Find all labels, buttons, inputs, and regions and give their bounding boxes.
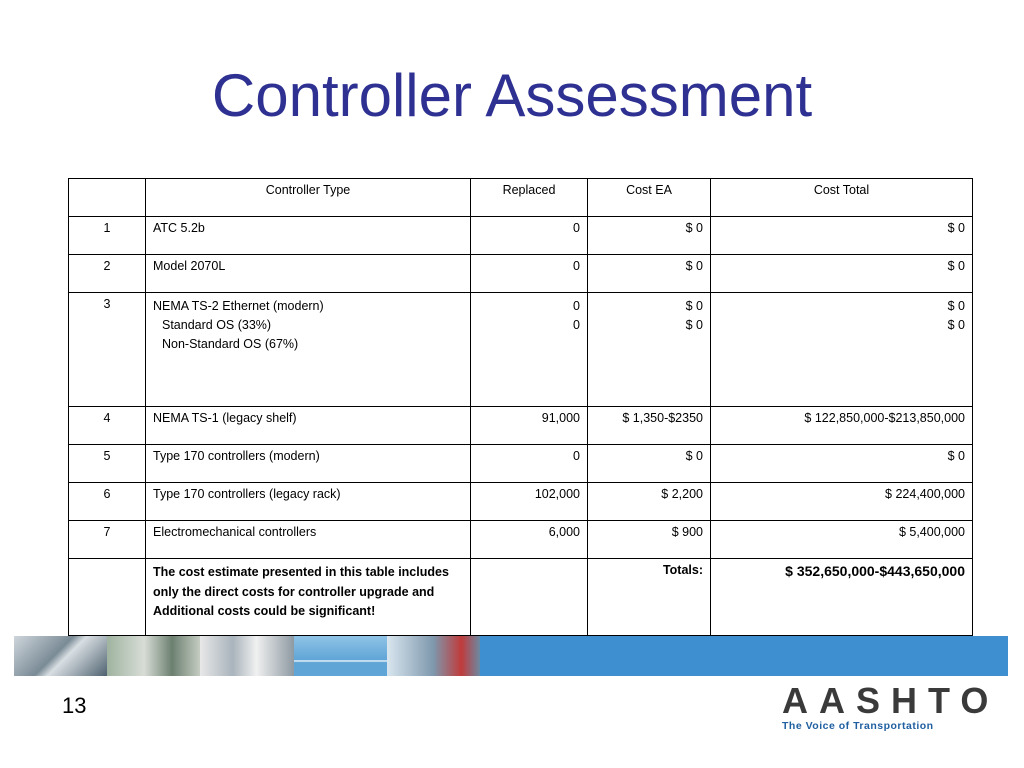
controller-type-main: NEMA TS-2 Ethernet (modern) xyxy=(153,299,324,313)
table-header-row xyxy=(69,179,973,217)
cost-estimate-note xyxy=(146,559,471,636)
replaced-cell xyxy=(471,293,588,407)
cost-estimate-note-text: The cost estimate presented in this table includes only the direct costs for controller upgrade and Additional costs could be significant! xyxy=(153,565,449,618)
replaced-standard: 0 xyxy=(573,299,580,313)
slide-title: Controller Assessment xyxy=(211,62,813,129)
grand-total-value: $ 352,650,000-$443,650,000 xyxy=(785,563,965,579)
table-row xyxy=(69,521,973,559)
controller-type-cell: ATC 5.2b xyxy=(146,217,471,255)
table-row xyxy=(69,483,973,521)
highway-photo xyxy=(14,636,107,676)
controller-type-cell: NEMA TS-1 (legacy shelf) xyxy=(146,407,471,445)
interchange-photo xyxy=(107,636,200,676)
row-number: 3 xyxy=(69,293,146,407)
header-cost-total: Cost Total xyxy=(711,179,973,217)
aashto-logo-tagline: The Voice of Transportation xyxy=(782,720,934,732)
replaced-cell: 91,000 xyxy=(471,407,588,445)
cost-total-cell: $ 5,400,000 xyxy=(711,521,973,559)
aashto-logo xyxy=(782,680,1000,732)
cost-ea-standard: $ 0 xyxy=(685,299,703,313)
cost-total-cell: $ 122,850,000-$213,850,000 xyxy=(711,407,973,445)
grand-total-cell xyxy=(711,559,973,636)
controller-assessment-table xyxy=(68,178,973,636)
row-number: 1 xyxy=(69,217,146,255)
controller-type-cell: Electromechanical controllers xyxy=(146,521,471,559)
table-row xyxy=(69,217,973,255)
controller-type-cell xyxy=(146,293,471,407)
header-replaced: Replaced xyxy=(471,179,588,217)
totals-label-cell xyxy=(588,559,711,636)
header-number xyxy=(69,179,146,217)
cost-ea-cell: $ 900 xyxy=(588,521,711,559)
cost-total-cell: $ 0 xyxy=(711,445,973,483)
cost-ea-cell: $ 0 xyxy=(588,255,711,293)
table-row xyxy=(69,407,973,445)
aashto-logo-wordmark: AASHTO xyxy=(782,680,1000,721)
row-number: 4 xyxy=(69,407,146,445)
banner-blue-strip xyxy=(480,636,1008,676)
airplane-photo xyxy=(294,636,387,676)
controller-type-cell: Type 170 controllers (modern) xyxy=(146,445,471,483)
cost-ea-cell xyxy=(588,293,711,407)
header-cost-ea: Cost EA xyxy=(588,179,711,217)
replaced-nonstandard: 0 xyxy=(573,318,580,332)
cost-total-cell: $ 224,400,000 xyxy=(711,483,973,521)
controller-subtype-nonstandard: Non-Standard OS (67%) xyxy=(162,337,299,351)
cost-ea-cell: $ 0 xyxy=(588,217,711,255)
controller-type-cell: Type 170 controllers (legacy rack) xyxy=(146,483,471,521)
cost-total-main: $ 0 xyxy=(947,299,965,313)
row-number: 5 xyxy=(69,445,146,483)
table-row xyxy=(69,445,973,483)
replaced-cell: 0 xyxy=(471,217,588,255)
table-row xyxy=(69,255,973,293)
totals-label: Totals: xyxy=(662,563,703,577)
row-number: 2 xyxy=(69,255,146,293)
cost-ea-cell: $ 0 xyxy=(588,445,711,483)
table-row xyxy=(69,293,973,407)
transportation-photo-banner xyxy=(14,636,1008,676)
controller-type-cell: Model 2070L xyxy=(146,255,471,293)
cost-total-cell xyxy=(711,293,973,407)
page-number: 13 xyxy=(62,693,87,718)
cost-ea-cell: $ 1,350-$2350 xyxy=(588,407,711,445)
row-number: 6 xyxy=(69,483,146,521)
cost-ea-cell: $ 2,200 xyxy=(588,483,711,521)
cost-total-standard: $ 0 xyxy=(947,318,965,332)
ship-photo xyxy=(387,636,480,676)
totals-empty-cell xyxy=(69,559,146,636)
replaced-cell: 102,000 xyxy=(471,483,588,521)
totals-replaced-cell xyxy=(471,559,588,636)
header-controller-type: Controller Type xyxy=(146,179,471,217)
cost-total-cell: $ 0 xyxy=(711,217,973,255)
replaced-cell: 6,000 xyxy=(471,521,588,559)
replaced-cell: 0 xyxy=(471,445,588,483)
totals-row xyxy=(69,559,973,636)
row-number: 7 xyxy=(69,521,146,559)
replaced-cell: 0 xyxy=(471,255,588,293)
controller-subtype-standard: Standard OS (33%) xyxy=(162,318,272,332)
building-photo xyxy=(200,636,293,676)
cost-total-cell: $ 0 xyxy=(711,255,973,293)
cost-ea-nonstandard: $ 0 xyxy=(685,318,703,332)
